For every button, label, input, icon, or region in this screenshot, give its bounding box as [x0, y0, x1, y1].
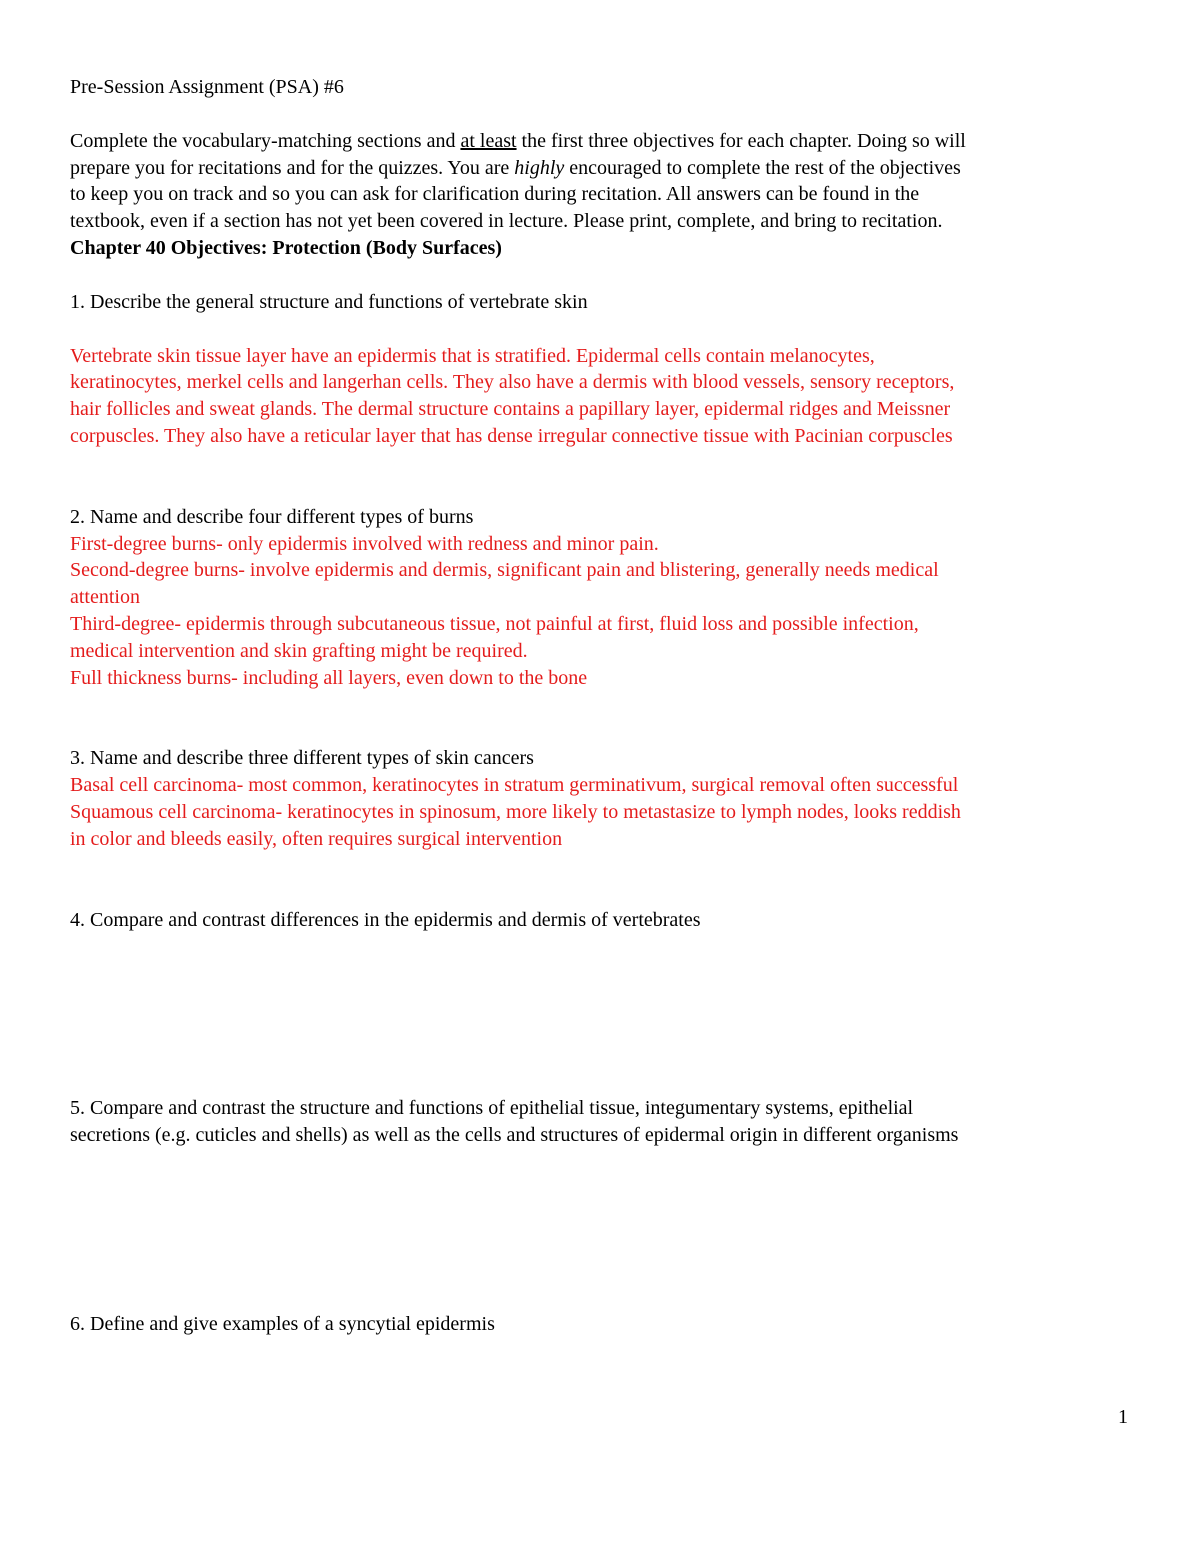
answer-space [70, 1149, 1130, 1311]
spacer [70, 262, 1130, 289]
spacer [70, 853, 1130, 907]
answer-line: keratinocytes, merkel cells and langerhan cells. They also have a dermis with blood vessels, sensory receptors, [70, 371, 955, 394]
document-title: Pre-Session Assignment (PSA) #6 [70, 76, 344, 98]
objective-question-4: 4. Compare and contrast differences in the epidermis and dermis of vertebrates [70, 908, 701, 931]
answer-line: Basal cell carcinoma- most common, keratinocytes in stratum germinativum, surgical removal often successful [70, 774, 959, 797]
answer-line: Vertebrate skin tissue layer have an epidermis that is stratified. Epidermal cells contain melanocytes, [70, 344, 875, 367]
objective-question-5-continued: secretions (e.g. cuticles and shells) as well as the cells and structures of epidermal origin in different organisms [70, 1124, 959, 1147]
spacer [70, 316, 1130, 343]
objective-answer-2 [70, 531, 1130, 692]
chapter-heading: Chapter 40 Objectives: Protection (Body Surfaces) [70, 236, 502, 259]
underlined-emphasis: at least [460, 129, 517, 152]
answer-line: corpuscles. They also have a reticular layer that has dense irregular connective tissue with Pacinian corpuscles [70, 424, 953, 447]
objective-question-1: 1. Describe the general structure and functions of vertebrate skin [70, 290, 588, 313]
answer-line: hair follicles and sweat glands. The dermal structure contains a papillary layer, epidermal ridges and Meissner [70, 398, 951, 421]
instructions-line: prepare you for recitations and for the quizzes. You are highly encouraged to complete the rest of the objectives [70, 156, 961, 179]
spacer [70, 691, 1130, 745]
objective-question-2: 2. Name and describe four different types of burns [70, 505, 474, 528]
instructions-line: textbook, even if a section has not yet been covered in lecture. Please print, complete, and bring to recitation. [70, 210, 943, 233]
answer-line: in color and bleeds easily, often requires surgical intervention [70, 827, 563, 850]
answer-line: Second-degree burns- involve epidermis and dermis, significant pain and blistering, generally needs medical [70, 559, 939, 582]
answer-line: medical intervention and skin grafting might be required. [70, 639, 528, 662]
objective-answer-1 [70, 343, 1130, 450]
answer-line: Third-degree- epidermis through subcutaneous tissue, not painful at first, fluid loss and possible infection, [70, 612, 919, 635]
document-page [70, 74, 1130, 1338]
italic-emphasis: highly [514, 156, 565, 179]
answer-line: Full thickness burns- including all layers, even down to the bone [70, 666, 588, 689]
objective-question-3: 3. Name and describe three different types of skin cancers [70, 747, 534, 770]
spacer [70, 450, 1130, 504]
objective-question-6: 6. Define and give examples of a syncytial epidermis [70, 1312, 495, 1335]
answer-line: First-degree burns- only epidermis involved with redness and minor pain. [70, 532, 659, 555]
answer-line: attention [70, 586, 140, 609]
instructions-paragraph [70, 128, 1130, 235]
spacer [70, 101, 1130, 128]
answer-space [70, 933, 1130, 1095]
answer-line: Squamous cell carcinoma- keratinocytes in spinosum, more likely to metastasize to lymph nodes, looks reddish [70, 800, 961, 823]
instructions-line: Complete the vocabulary-matching sections and at least the first three objectives for each chapter. Doing so will [70, 129, 966, 152]
page-number: 1 [1118, 1406, 1128, 1428]
objective-question-5: 5. Compare and contrast the structure and functions of epithelial tissue, integumentary systems, epithelial [70, 1097, 914, 1120]
objective-answer-3 [70, 772, 1130, 852]
instructions-line: to keep you on track and so you can ask for clarification during recitation. All answers can be found in the [70, 183, 920, 206]
